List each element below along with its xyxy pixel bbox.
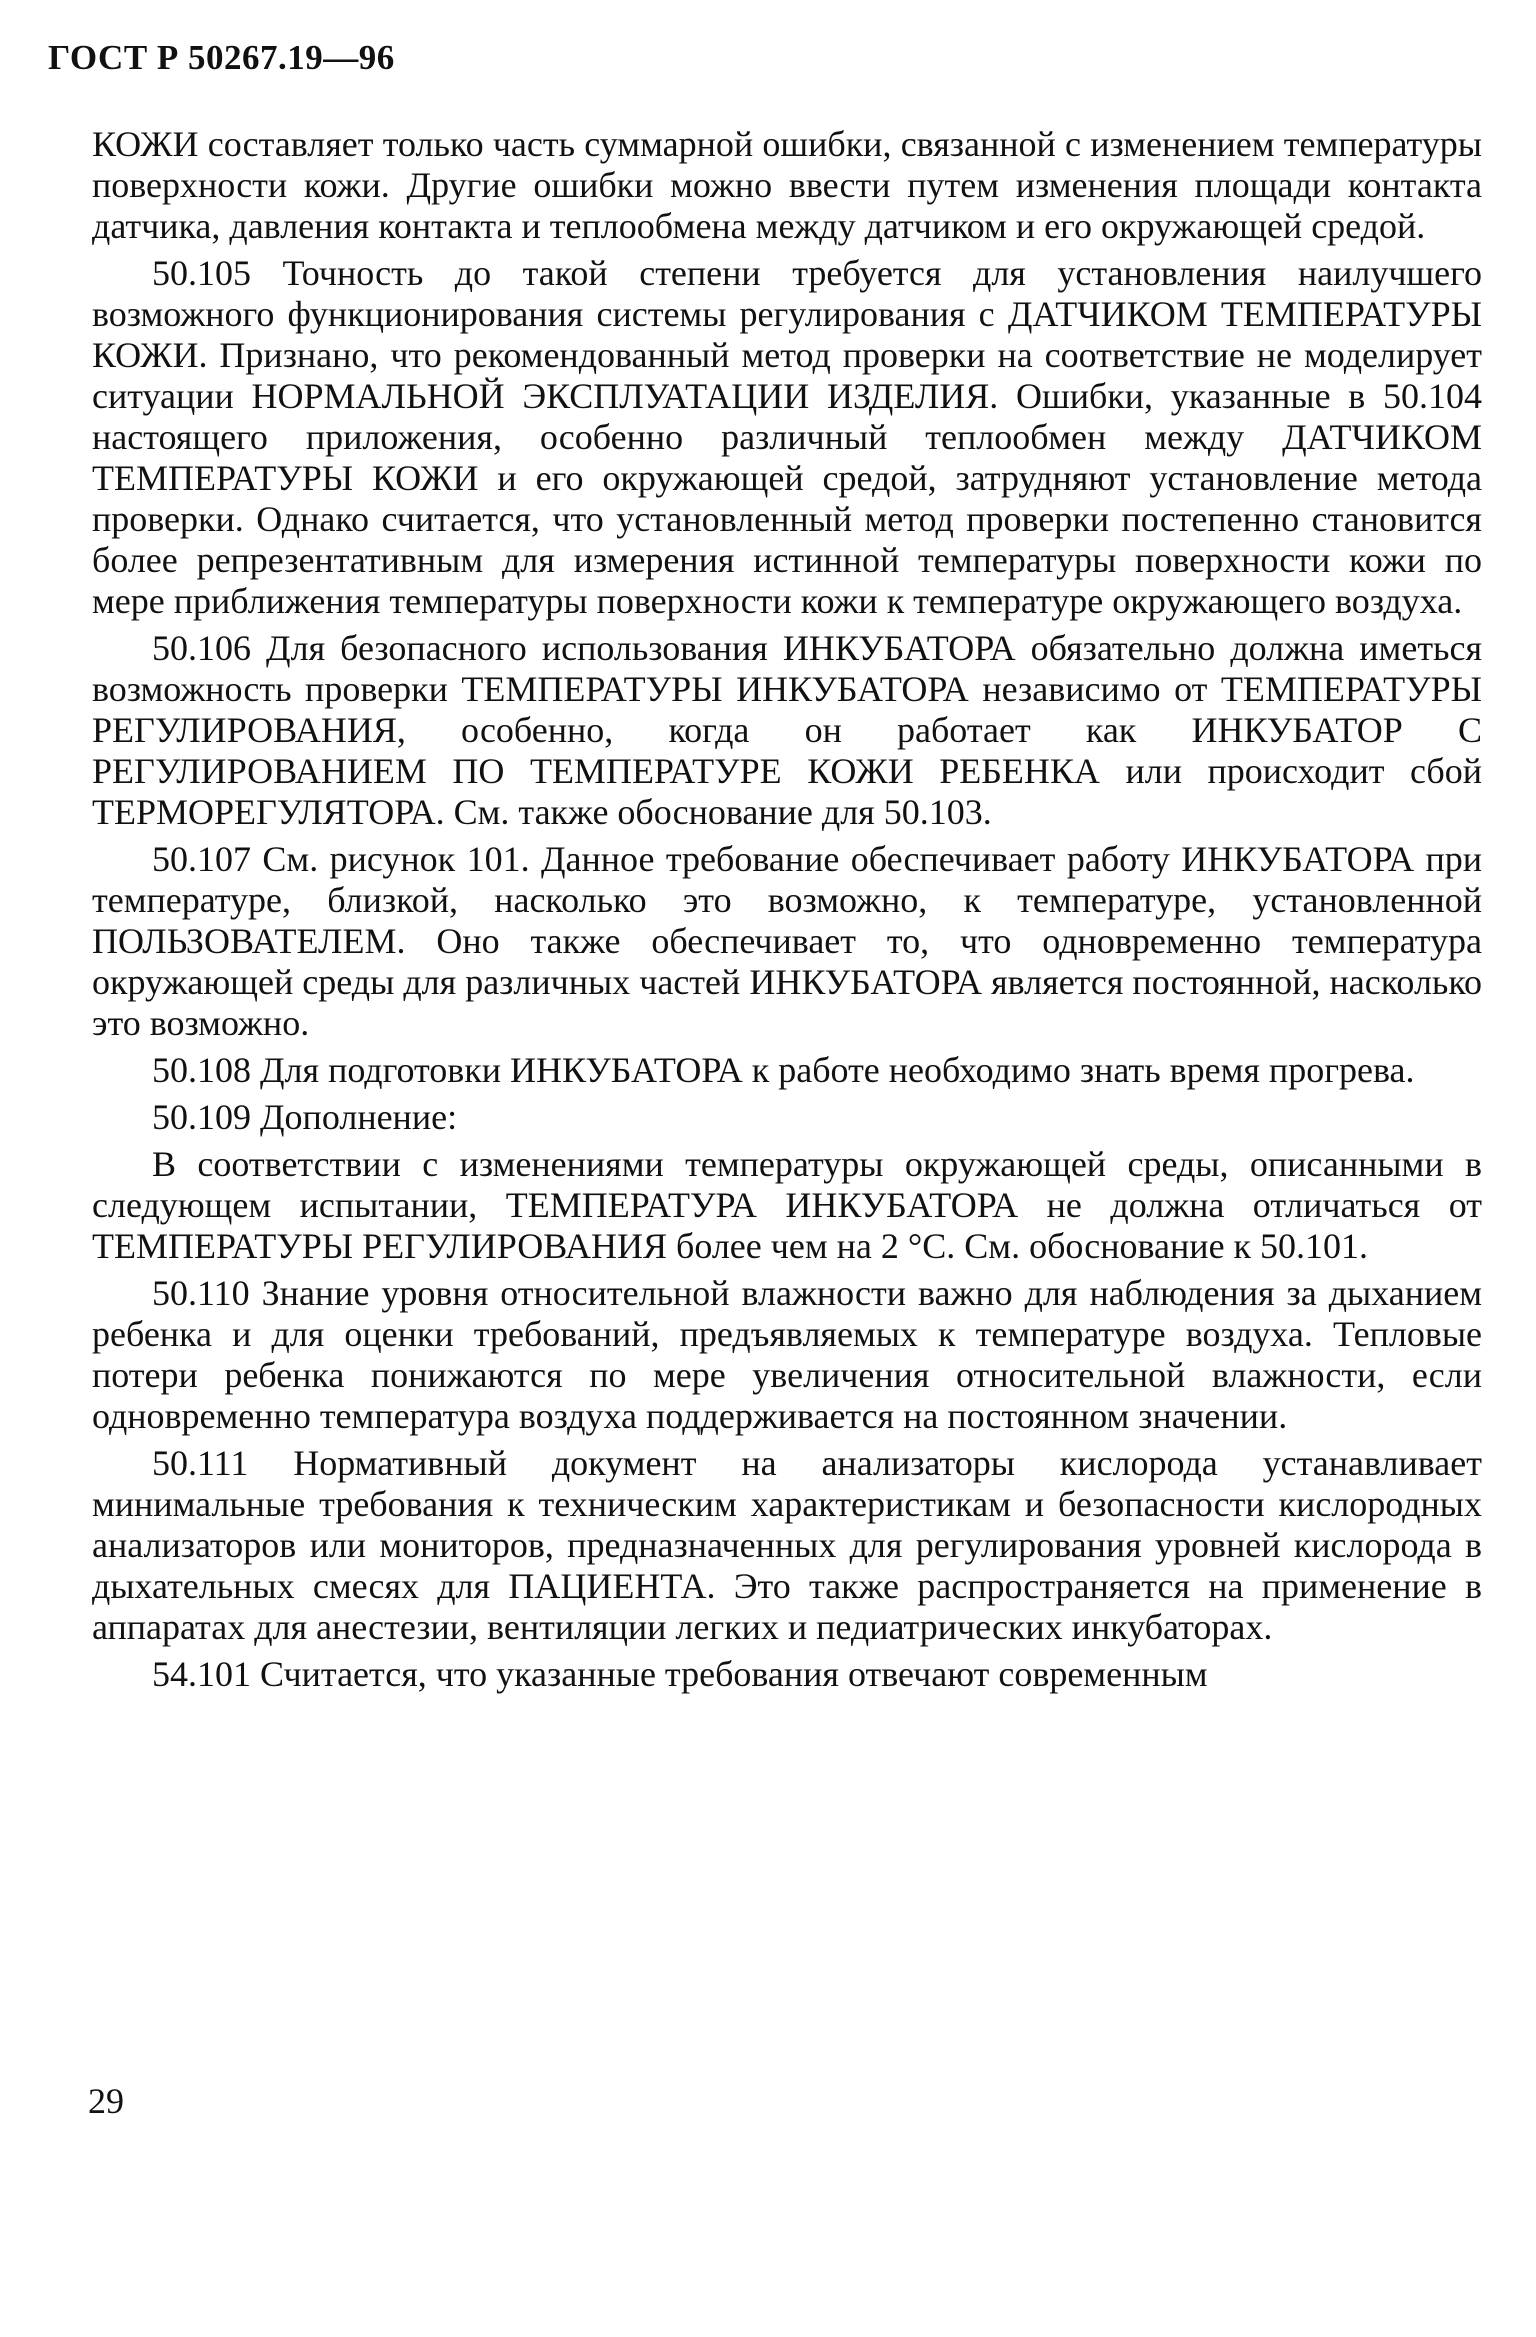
paragraph-54-101: 54.101 Считается, что указанные требования отвечают современным — [152, 1654, 1208, 1694]
paragraph-50-111: 50.111 Нормативный документ на анализаторы кислорода устанавливает минимальные требования к техническим характеристикам и безопасности кислородных анализаторов или мониторов, предназначенных для регулирования уровней кислорода в дыхательных смесях для ПАЦИЕНТА. Это также распространяется на применение в аппаратах для анестезии, вентиляции легких и педиатрических инкубаторах. — [92, 1443, 1482, 1647]
paragraph-50-110: 50.110 Знание уровня относительной влажности важно для наблюдения за дыханием ребенка и для оценки требований, предъявляемых к температуре воздуха. Тепловые потери ребенка понижаются по мере увеличения относительной влажности, если одновременно температура воздуха поддерживается на постоянном значении. — [92, 1273, 1482, 1436]
document-body — [92, 124, 1482, 1701]
paragraph-50-108: 50.108 Для подготовки ИНКУБАТОРА к работе необходимо знать время прогрева. — [152, 1050, 1415, 1090]
paragraph-50-106: 50.106 Для безопасного использования ИНКУБАТОРА обязательно должна иметься возможность проверки ТЕМПЕРАТУРЫ ИНКУБАТОРА независимо от ТЕМПЕРАТУРЫ РЕГУЛИРОВАНИЯ, особенно, когда он работает как ИНКУБАТОР С РЕГУЛИРОВАНИЕМ ПО ТЕМПЕРАТУРЕ КОЖИ РЕБЕНКА или происходит сбой ТЕРМОРЕГУЛЯТОРА. См. также обоснование для 50.103. — [92, 628, 1482, 832]
paragraph-50-107: 50.107 См. рисунок 101. Данное требование обеспечивает работу ИНКУБАТОРА при температуре, близкой, насколько это возможно, к температуре, установленной ПОЛЬЗОВАТЕЛЕМ. Оно также обеспечивает то, что одновременно температура окружающей среды для различных частей ИНКУБАТОРА является постоянной, насколько это возможно. — [92, 839, 1482, 1043]
paragraph-50-109-addition: В соответствии с изменениями температуры окружающей среды, описанными в следующем испытании, ТЕМПЕРАТУРА ИНКУБАТОРА не должна отличаться от ТЕМПЕРАТУРЫ РЕГУЛИРОВАНИЯ более чем на 2 °С. См. обоснование к 50.101. — [92, 1144, 1482, 1266]
paragraph-continuation: КОЖИ составляет только часть суммарной ошибки, связанной с изменением температуры поверхности кожи. Другие ошибки можно ввести путем изменения площади контакта датчика, давления контакта и теплообмена между датчиком и его окружающей средой. — [92, 124, 1482, 246]
page-number: 29 — [88, 2081, 124, 2121]
paragraph-50-109: 50.109 Дополнение: — [152, 1097, 458, 1137]
paragraph-50-105: 50.105 Точность до такой степени требуется для установления наилучшего возможного функционирования системы регулирования с ДАТЧИКОМ ТЕМПЕРАТУРЫ КОЖИ. Признано, что рекомендованный метод проверки на соответствие не моделирует ситуации НОРМАЛЬНОЙ ЭКСПЛУАТАЦИИ ИЗДЕЛИЯ. Ошибки, указанные в 50.104 настоящего приложения, особенно различный теплообмен между ДАТЧИКОМ ТЕМПЕРАТУРЫ КОЖИ и его окружающей средой, затрудняют установление метода проверки. Однако считается, что установленный метод проверки постепенно становится более репрезентативным для измерения истинной температуры поверхности кожи по мере приближения температуры поверхности кожи к температуре окружающего воздуха. — [92, 253, 1482, 621]
standard-header: ГОСТ Р 50267.19—96 — [48, 38, 395, 77]
